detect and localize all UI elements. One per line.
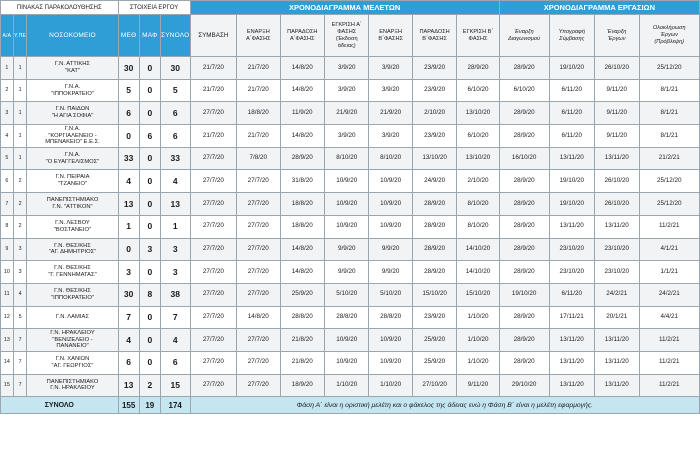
table-row [1,215,700,238]
works-start-date: 26/10/20 [595,170,639,193]
start-b-date: 10/9/20 [369,215,412,238]
works-end-date: 11/2/21 [639,329,700,352]
row-index: 8 [1,215,14,238]
total-count: 4 [160,170,190,193]
col-ype: Υ.ΠΕ [13,15,27,57]
works-start-date: 20/1/21 [595,306,639,329]
tender-date: 28/9/20 [499,57,549,80]
approval-b-date: 28/9/20 [457,57,499,80]
works-end-date: 25/12/20 [639,57,700,80]
delivery-a-date: 18/9/20 [280,374,324,397]
hospital-name: Γ.Ν. ΛΑΜΙΑΣ [27,306,118,329]
works-start-date: 26/10/20 [595,57,639,80]
approval-b-date: 2/10/20 [457,170,499,193]
contract-sign-date: 19/10/20 [549,193,595,216]
col-total: ΣΥΝΟΛΟ [160,15,190,57]
row-index: 15 [1,374,14,397]
meth-count: 1 [118,215,139,238]
maf-count: 0 [139,306,160,329]
row-ype: 1 [13,57,27,80]
meth-count: 13 [118,374,139,397]
start-a-date: 27/7/20 [237,374,280,397]
total-count: 5 [160,79,190,102]
contract-sign-date: 13/11/20 [549,329,595,352]
row-index: 10 [1,261,14,284]
works-start-date: 9/11/20 [595,102,639,125]
tender-date: 28/9/20 [499,170,549,193]
approval-a-date: 10/9/20 [324,215,368,238]
maf-count: 0 [139,57,160,80]
works-start-date: 13/11/20 [595,351,639,374]
col-delivery-a: ΠΑΡΑΔΟΣΗ Α΄ΦΑΣΗΣ [280,15,324,57]
delivery-a-date: 28/8/20 [280,306,324,329]
start-b-date: 3/9/20 [369,125,412,148]
row-index: 3 [1,102,14,125]
approval-b-date: 1/10/20 [457,306,499,329]
row-ype: 4 [13,283,27,306]
hospital-name: Γ.Ν. ΑΤΤΙΚΗΣ "ΚΑΤ" [27,57,118,80]
contract-sign-date: 6/11/20 [549,79,595,102]
approval-a-date: 3/9/20 [324,79,368,102]
row-ype: 2 [13,170,27,193]
works-start-date: 13/11/20 [595,147,639,170]
start-a-date: 27/7/20 [237,283,280,306]
contract-date: 27/7/20 [190,147,237,170]
delivery-b-date: 28/9/20 [412,238,456,261]
delivery-b-date: 23/9/20 [412,57,456,80]
contract-date: 21/7/20 [190,79,237,102]
delivery-a-date: 31/8/20 [280,170,324,193]
tender-date: 28/9/20 [499,238,549,261]
grand-total: 174 [160,397,190,414]
works-end-date: 21/2/21 [639,147,700,170]
col-works-start: Έναρξη Έργων [595,15,639,57]
tender-date: 28/9/20 [499,351,549,374]
meth-count: 5 [118,79,139,102]
col-works-end: Ολοκλήρωση Έργων (Πρόβλεψη) [639,15,700,57]
maf-count: 8 [139,283,160,306]
delivery-a-date: 11/9/20 [280,102,324,125]
works-end-date: 8/1/21 [639,102,700,125]
col-aa: Α/Α [1,15,14,57]
table-row [1,193,700,216]
start-b-date: 10/9/20 [369,193,412,216]
table-row [1,329,700,352]
meth-count: 13 [118,193,139,216]
contract-date: 27/7/20 [190,351,237,374]
contract-date: 27/7/20 [190,215,237,238]
total-count: 3 [160,261,190,284]
row-ype: 7 [13,374,27,397]
contract-sign-date: 6/11/20 [549,283,595,306]
works-start-date: 13/11/20 [595,374,639,397]
col-approval-a: ΕΓΚΡΙΣΗ Α΄ ΦΑΣΗΣ (Έκδοση άδειας) [324,15,368,57]
start-b-date: 9/9/20 [369,238,412,261]
hospital-name: Γ.Ν. ΠΕΙΡΑΙΑ "ΤΖΑΝΕΙΟ" [27,170,118,193]
table-row [1,374,700,397]
delivery-b-date: 23/9/20 [412,306,456,329]
works-end-date: 1/1/21 [639,261,700,284]
works-end-date: 4/4/21 [639,306,700,329]
delivery-b-date: 23/9/20 [412,79,456,102]
table-body [1,57,700,397]
row-index: 2 [1,79,14,102]
contract-sign-date: 13/11/20 [549,215,595,238]
col-hospital: ΝΟΣΟΚΟΜΕΙΟ [27,15,118,57]
row-ype: 1 [13,102,27,125]
table-row [1,351,700,374]
hospital-name: Γ.Ν. ΛΕΣΒΟΥ "ΒΟΣΤΑΝΕΙΟ" [27,215,118,238]
col-delivery-b: ΠΑΡΑΔΟΣΗ Β΄ΦΑΣΗΣ [412,15,456,57]
approval-a-date: 3/9/20 [324,57,368,80]
tender-date: 28/9/20 [499,261,549,284]
row-index: 13 [1,329,14,352]
total-count: 1 [160,215,190,238]
total-count: 13 [160,193,190,216]
hospital-name: Γ.Ν. ΘΕΣ/ΚΗΣ "Γ. ΓΕΝΝΗΜΑΤΑΣ" [27,261,118,284]
total-count: 33 [160,147,190,170]
table-row [1,57,700,80]
start-a-date: 21/7/20 [237,125,280,148]
row-ype: 2 [13,193,27,216]
works-start-date: 23/10/20 [595,261,639,284]
approval-a-date: 9/9/20 [324,261,368,284]
approval-a-date: 10/9/20 [324,193,368,216]
delivery-b-date: 27/10/20 [412,374,456,397]
works-start-date: 24/2/21 [595,283,639,306]
approval-b-date: 14/10/20 [457,238,499,261]
table-row [1,125,700,148]
works-start-date: 13/11/20 [595,329,639,352]
delivery-b-date: 28/9/20 [412,215,456,238]
start-a-date: 27/7/20 [237,351,280,374]
totals-label: ΣΥΝΟΛΟ [1,397,119,414]
contract-date: 27/7/20 [190,261,237,284]
row-ype: 1 [13,125,27,148]
start-a-date: 27/7/20 [237,261,280,284]
contract-sign-date: 23/10/20 [549,261,595,284]
works-start-date: 23/10/20 [595,238,639,261]
delivery-b-date: 25/9/20 [412,329,456,352]
works-end-date: 11/2/21 [639,215,700,238]
delivery-a-date: 14/8/20 [280,238,324,261]
delivery-a-date: 18/8/20 [280,193,324,216]
hospital-name: ΠΑΝΕΠΙΣΤΗΜΙΑΚΟ Γ.Ν. ΗΡΑΚΛΕΙΟΥ [27,374,118,397]
meth-count: 6 [118,351,139,374]
totals-row [1,397,700,414]
contract-date: 21/7/20 [190,57,237,80]
approval-a-date: 10/9/20 [324,170,368,193]
tender-date: 28/9/20 [499,329,549,352]
contract-date: 27/7/20 [190,193,237,216]
total-count: 6 [160,125,190,148]
approval-b-date: 9/11/20 [457,374,499,397]
start-b-date: 10/9/20 [369,351,412,374]
total-count: 3 [160,238,190,261]
maf-count: 0 [139,329,160,352]
row-ype: 1 [13,79,27,102]
row-index: 5 [1,147,14,170]
approval-b-date: 6/10/20 [457,79,499,102]
project-info-heading: ΣΤΟΙΧΕΙΑ ΕΡΓΟΥ [118,1,190,15]
contract-date: 21/7/20 [190,125,237,148]
delivery-a-date: 25/9/20 [280,283,324,306]
contract-date: 27/7/20 [190,306,237,329]
delivery-a-date: 14/8/20 [280,57,324,80]
table-row [1,306,700,329]
hospital-name: Γ.Ν. ΘΕΣ/ΚΗΣ "ΙΠΠΟΚΡΑΤΕΙΟ" [27,283,118,306]
approval-b-date: 1/10/20 [457,351,499,374]
maf-count: 0 [139,170,160,193]
studies-schedule-heading: ΧΡΟΝΟΔΙΑΓΡΑΜΜΑ ΜΕΛΕΤΩΝ [190,1,499,15]
row-ype: 3 [13,238,27,261]
works-end-date: 8/1/21 [639,79,700,102]
tender-date: 19/10/20 [499,283,549,306]
meth-count: 30 [118,57,139,80]
works-schedule-heading: ΧΡΟΝΟΔΙΑΓΡΑΜΜΑ ΕΡΓΑΣΙΩΝ [499,1,699,15]
approval-a-date: 10/9/20 [324,329,368,352]
maf-count: 3 [139,238,160,261]
approval-a-date: 10/9/20 [324,351,368,374]
row-index: 12 [1,306,14,329]
start-a-date: 21/7/20 [237,79,280,102]
approval-b-date: 15/10/20 [457,283,499,306]
delivery-b-date: 23/9/20 [412,125,456,148]
works-start-date: 9/11/20 [595,125,639,148]
contract-date: 27/7/20 [190,238,237,261]
row-index: 1 [1,57,14,80]
start-a-date: 18/8/20 [237,102,280,125]
maf-count: 0 [139,102,160,125]
meth-count: 33 [118,147,139,170]
approval-a-date: 5/10/20 [324,283,368,306]
maf-count: 0 [139,261,160,284]
approval-b-date: 14/10/20 [457,261,499,284]
maf-count: 0 [139,215,160,238]
contract-sign-date: 6/11/20 [549,125,595,148]
start-a-date: 27/7/20 [237,215,280,238]
approval-b-date: 8/10/20 [457,215,499,238]
row-ype: 3 [13,261,27,284]
row-ype: 2 [13,215,27,238]
maf-count: 0 [139,79,160,102]
start-a-date: 21/7/20 [237,57,280,80]
approval-a-date: 3/9/20 [324,125,368,148]
tender-date: 29/10/20 [499,374,549,397]
hospital-name: Γ.Ν. ΗΡΑΚΛΕΙΟΥ "ΒΕΝΙΖΕΛΕΙΟ - ΠΑΝΑΝΕΙΟ" [27,329,118,352]
tender-date: 28/9/20 [499,102,549,125]
start-b-date: 28/8/20 [369,306,412,329]
works-end-date: 25/12/20 [639,193,700,216]
contract-sign-date: 13/11/20 [549,351,595,374]
works-end-date: 8/1/21 [639,125,700,148]
approval-a-date: 9/9/20 [324,238,368,261]
maf-count: 6 [139,125,160,148]
approval-b-date: 6/10/20 [457,125,499,148]
col-meth: ΜΕΘ [118,15,139,57]
contract-sign-date: 6/11/20 [549,102,595,125]
meth-count: 6 [118,102,139,125]
col-start-a: ΕΝΑΡΞΗ Α΄ΦΑΣΗΣ [237,15,280,57]
maf-count: 2 [139,374,160,397]
works-end-date: 24/2/21 [639,283,700,306]
works-start-date: 13/11/20 [595,215,639,238]
maf-count: 0 [139,351,160,374]
hospital-name: Γ.Ν.Α. "ΚΟΡΓΙΑΛΕΝΕΙΟ - ΜΠΕΝΑΚΕΙΟ" Ε.Ε.Σ. [27,125,118,148]
tender-date: 28/9/20 [499,215,549,238]
row-index: 7 [1,193,14,216]
tender-date: 16/10/20 [499,147,549,170]
table-row [1,79,700,102]
total-count: 38 [160,283,190,306]
tender-date: 28/9/20 [499,306,549,329]
meth-count: 4 [118,170,139,193]
meth-count: 0 [118,238,139,261]
meth-count: 30 [118,283,139,306]
table-row [1,147,700,170]
contract-date: 27/7/20 [190,374,237,397]
start-b-date: 3/9/20 [369,79,412,102]
hospital-name: Γ.Ν.Α. "Ο ΕΥΑΓΓΕΛΙΣΜΟΣ" [27,147,118,170]
col-approval-b: ΕΓΚΡΙΣΗ Β΄ ΦΑΣΗΣ [457,15,499,57]
contract-date: 27/7/20 [190,283,237,306]
contract-date: 27/7/20 [190,102,237,125]
meth-count: 0 [118,125,139,148]
start-b-date: 10/9/20 [369,170,412,193]
hospital-name: Γ.Ν. ΠΑΙΔΩΝ "Η ΑΓΙΑ ΣΟΦΙΑ" [27,102,118,125]
table-row [1,238,700,261]
approval-a-date: 28/8/20 [324,306,368,329]
delivery-b-date: 28/9/20 [412,193,456,216]
delivery-b-date: 13/10/20 [412,147,456,170]
row-ype: 5 [13,306,27,329]
works-end-date: 25/12/20 [639,170,700,193]
tender-date: 6/10/20 [499,79,549,102]
delivery-a-date: 14/8/20 [280,125,324,148]
delivery-a-date: 28/9/20 [280,147,324,170]
total-count: 6 [160,351,190,374]
start-b-date: 10/9/20 [369,329,412,352]
row-index: 6 [1,170,14,193]
row-ype: 7 [13,351,27,374]
monitoring-table-heading: ΠΙΝΑΚΑΣ ΠΑΡΑΚΟΛΟΥΘΗΣΗΣ [1,1,119,15]
col-start-b: ΕΝΑΡΞΗ Β΄ΦΑΣΗΣ [369,15,412,57]
delivery-a-date: 21/8/20 [280,329,324,352]
tender-date: 28/9/20 [499,125,549,148]
contract-sign-date: 23/10/20 [549,238,595,261]
meth-count: 3 [118,261,139,284]
phase-note: Φάση Α΄ είναι η οριστική μελέτη και ο φάκελος της άδειας ενώ η Φάση Β΄ είναι η μελέτη εφαρμογής. [190,397,699,414]
start-a-date: 27/7/20 [237,170,280,193]
approval-a-date: 21/9/20 [324,102,368,125]
start-b-date: 1/10/20 [369,374,412,397]
works-end-date: 11/2/21 [639,374,700,397]
row-ype: 1 [13,147,27,170]
maf-count: 0 [139,147,160,170]
table-row [1,261,700,284]
table-row [1,102,700,125]
col-contract-sign: Υπογραφή Σύμβασης [549,15,595,57]
meth-count: 4 [118,329,139,352]
row-index: 4 [1,125,14,148]
delivery-b-date: 28/9/20 [412,261,456,284]
row-ype: 7 [13,329,27,352]
total-count: 4 [160,329,190,352]
total-count: 30 [160,57,190,80]
meth-total: 155 [118,397,139,414]
start-b-date: 8/10/20 [369,147,412,170]
tender-date: 28/9/20 [499,193,549,216]
delivery-b-date: 25/9/20 [412,351,456,374]
hospital-name: Γ.Ν. ΘΕΣ/ΚΗΣ "ΑΓ. ΔΗΜΗΤΡΙΟΣ" [27,238,118,261]
meth-count: 7 [118,306,139,329]
start-a-date: 27/7/20 [237,193,280,216]
contract-sign-date: 13/11/20 [549,147,595,170]
contract-sign-date: 13/11/20 [549,374,595,397]
total-count: 7 [160,306,190,329]
col-maf: ΜΑΦ [139,15,160,57]
table-row [1,283,700,306]
approval-b-date: 13/10/20 [457,147,499,170]
total-count: 15 [160,374,190,397]
approval-b-date: 13/10/20 [457,102,499,125]
start-a-date: 14/8/20 [237,306,280,329]
start-b-date: 3/9/20 [369,57,412,80]
start-b-date: 5/10/20 [369,283,412,306]
works-start-date: 9/11/20 [595,79,639,102]
row-index: 14 [1,351,14,374]
hospital-name: ΠΑΝΕΠΙΣΤΗΜΙΑΚΟ Γ.Ν. "ΑΤΤΙΚΟΝ" [27,193,118,216]
start-b-date: 9/9/20 [369,261,412,284]
table-row [1,170,700,193]
hospital-name: Γ.Ν.Α. "ΙΠΠΟΚΡΑΤΕΙΟ" [27,79,118,102]
delivery-b-date: 24/9/20 [412,170,456,193]
contract-sign-date: 19/10/20 [549,57,595,80]
delivery-a-date: 14/8/20 [280,261,324,284]
contract-date: 27/7/20 [190,329,237,352]
delivery-b-date: 15/10/20 [412,283,456,306]
approval-a-date: 1/10/20 [324,374,368,397]
row-index: 9 [1,238,14,261]
approval-b-date: 8/10/20 [457,193,499,216]
start-a-date: 7/8/20 [237,147,280,170]
start-a-date: 27/7/20 [237,238,280,261]
col-tender-start: Έναρξη Διαγωνισμού [499,15,549,57]
delivery-b-date: 2/10/20 [412,102,456,125]
contract-date: 27/7/20 [190,170,237,193]
works-end-date: 11/2/21 [639,351,700,374]
works-start-date: 26/10/20 [595,193,639,216]
contract-sign-date: 17/11/21 [549,306,595,329]
delivery-a-date: 14/8/20 [280,79,324,102]
works-end-date: 4/1/21 [639,238,700,261]
start-b-date: 21/9/20 [369,102,412,125]
approval-a-date: 8/10/20 [324,147,368,170]
col-contract: ΣΥΜΒΑΣΗ [190,15,237,57]
maf-count: 0 [139,193,160,216]
maf-total: 19 [139,397,160,414]
delivery-a-date: 21/8/20 [280,351,324,374]
row-index: 11 [1,283,14,306]
start-a-date: 27/7/20 [237,329,280,352]
approval-b-date: 1/10/20 [457,329,499,352]
total-count: 6 [160,102,190,125]
delivery-a-date: 18/8/20 [280,215,324,238]
hospital-name: Γ.Ν. ΧΑΝΙΩΝ "ΑΓ. ΓΕΩΡΓΙΟΣ" [27,351,118,374]
contract-sign-date: 19/10/20 [549,170,595,193]
